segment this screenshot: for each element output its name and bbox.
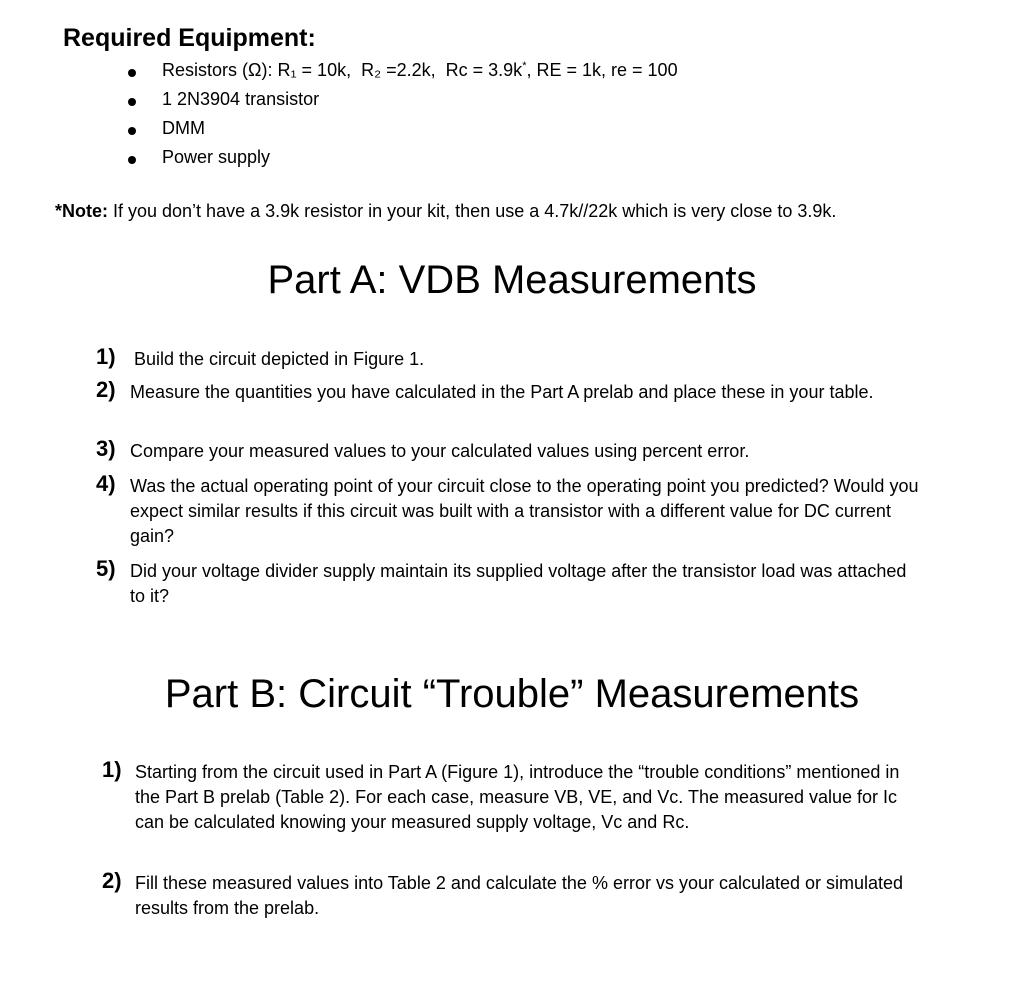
bullet-icon [128, 156, 136, 164]
bullet-icon [128, 127, 136, 135]
transistor-item: 1 2N3904 transistor [162, 89, 320, 109]
step-number: 5) [96, 556, 116, 581]
step-number: 1) [96, 344, 116, 369]
step-text: Build the circuit depicted in Figure 1. [134, 349, 425, 369]
resistor-re: RE = 1k, [536, 60, 607, 80]
note [55, 201, 836, 222]
step-text: Compare your measured values to your calculated values using percent error. [130, 441, 750, 461]
step-number: 1) [102, 757, 122, 782]
resistor-r1: R₁ = 10k, [277, 60, 352, 80]
part-a-title: Part A: VDB Measurements [267, 258, 757, 302]
bullet-icon [128, 69, 136, 77]
note-label: *Note: [55, 201, 108, 221]
note-text: If you don’t have a 3.9k resistor in your kit, then use a 4.7k//22k which is very close to 3.9k. [108, 201, 837, 221]
step-number: 2) [102, 868, 122, 893]
step-number: 2) [96, 377, 116, 402]
resistor-r2: R₂ =2.2k, [361, 60, 436, 80]
step-text: Was the actual operating point of your circuit close to the operating point you predicted? Would you expect similar results if this circuit was built with a transistor with a different value for DC current gain? [130, 476, 919, 546]
resistors-prefix: Resistors (Ω): [162, 60, 278, 80]
resistor-rc-mark: * [522, 60, 527, 72]
bullet-icon [128, 98, 136, 106]
resistors-item: Resistors (Ω): R₁ = 10k, R₂ =2.2k, Rc = 3.9k*, RE = 1k, re = 100 [162, 60, 678, 80]
step-text: Measure the quantities you have calculated in the Part A prelab and place these in your table. [130, 382, 874, 402]
step-text: Fill these measured values into Table 2 and calculate the % error vs your calculated or simulated results from the prelab. [135, 873, 904, 918]
step-text: Starting from the circuit used in Part A (Figure 1), introduce the “trouble conditions” mentioned in the Part B prelab (Table 2). For each case, measure VB, VE, and Vc. The measured value for Ic can be calculated knowing your measured supply voltage, Vc and Rc. [135, 762, 900, 832]
part-b-title: Part B: Circuit “Trouble” Measurements [164, 672, 860, 716]
resistor-rc: Rc = 3.9k [445, 60, 523, 80]
power-supply-item: Power supply [162, 147, 271, 167]
step-number: 3) [96, 436, 116, 461]
dmm-item: DMM [162, 118, 205, 138]
required-equipment-heading: Required Equipment: [63, 24, 316, 52]
resistor-re-small: re = 100 [611, 60, 678, 80]
step-number: 4) [96, 471, 116, 496]
step-text: Did your voltage divider supply maintain its supplied voltage after the transistor load was attached to it? [130, 561, 907, 606]
